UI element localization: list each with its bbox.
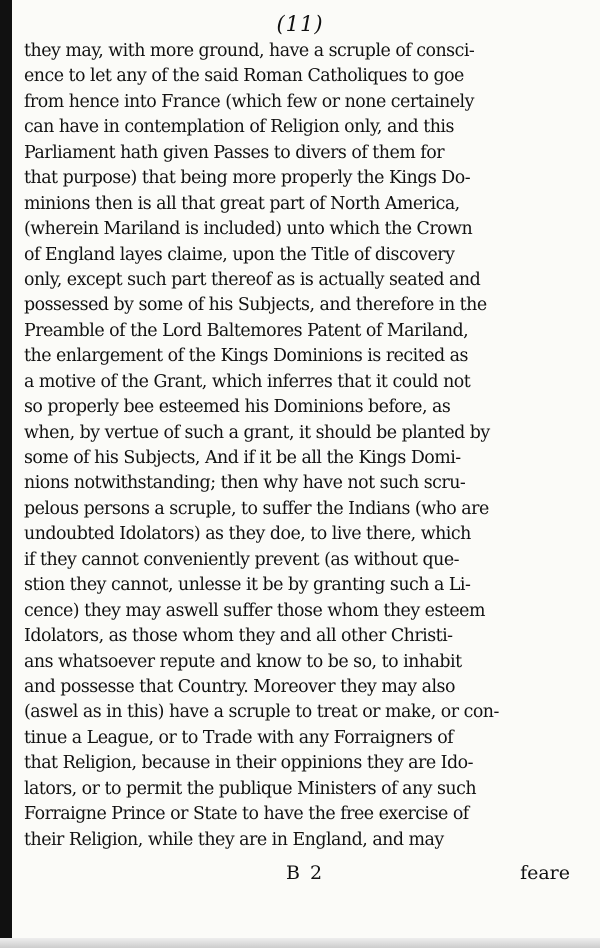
- text-line: cence) they may aswell suffer those whom they esteem: [24, 600, 485, 621]
- text-line: pelous persons a scruple, to suffer the Indians (who are: [24, 498, 489, 519]
- text-line: undoubted Idolators) as they doe, to live there, which: [24, 524, 471, 545]
- text-line: possessed by some of his Subjects, and therefore in the: [24, 295, 487, 316]
- text-line: their Religion, while they are in England, and may: [24, 829, 444, 850]
- text-line: only, except such part thereof as is actually seated and: [24, 269, 481, 290]
- text-line: can have in contemplation of Religion only, and this: [24, 117, 454, 138]
- text-line: from hence into France (which few or none certainely: [24, 91, 474, 112]
- text-line: the enlargement of the Kings Dominions is recited as: [24, 346, 468, 367]
- text-line: that purpose) that being more properly the Kings Do-: [24, 168, 471, 189]
- page-number: (11): [276, 12, 324, 36]
- signature-mark: B 2: [286, 862, 325, 884]
- text-line: if they cannot conveniently prevent (as without que-: [24, 549, 460, 570]
- text-line: minions then is all that great part of North America,: [24, 193, 460, 214]
- text-line: some of his Subjects, And if it be all the Kings Domi-: [24, 448, 461, 468]
- text-line: Idolators, as those whom they and all other Christi-: [24, 626, 453, 647]
- text-line: ans whatsoever repute and know to be so, to inhabit: [24, 651, 462, 672]
- text-line: when, by vertue of such a grant, it should be planted by: [24, 422, 490, 443]
- text-line: (aswel as in this) have a scruple to treat or make, or con-: [24, 702, 499, 723]
- text-line: tinue a League, or to Trade with any Forraigners of: [24, 727, 454, 748]
- text-line: Forraigne Prince or State to have the free exercise of: [24, 804, 469, 825]
- text-line: lators, or to permit the publique Ministers of any such: [24, 778, 477, 799]
- text-line: so properly bee esteemed his Dominions before, as: [24, 397, 451, 418]
- text-line: nions notwithstanding; then why have not such scru-: [24, 473, 466, 494]
- text-line: that Religion, because in their oppinions they are Ido-: [24, 753, 474, 774]
- catchword: feare: [520, 862, 570, 884]
- text-line: (wherein Mariland is included) unto which the Crown: [24, 219, 473, 240]
- text-line: ence to let any of the said Roman Catholiques to goe: [24, 66, 464, 87]
- text-line: of England layes claime, upon the Title of discovery: [24, 244, 455, 265]
- body-text: [24, 39, 590, 853]
- page-gutter-shadow: [0, 0, 12, 948]
- page-bottom-edge: [0, 938, 600, 948]
- text-line: a motive of the Grant, which inferres that it could not: [24, 371, 471, 392]
- text-line: they may, with more ground, have a scruple of consci-: [24, 41, 475, 61]
- page-footer: [0, 862, 600, 888]
- text-line: Preamble of the Lord Baltemores Patent of Mariland,: [24, 320, 469, 341]
- text-line: Parliament hath given Passes to divers of them for: [24, 142, 445, 163]
- text-line: and possesse that Country. Moreover they may also: [24, 676, 455, 697]
- text-line: stion they cannot, unlesse it be by granting such a Li-: [24, 575, 471, 596]
